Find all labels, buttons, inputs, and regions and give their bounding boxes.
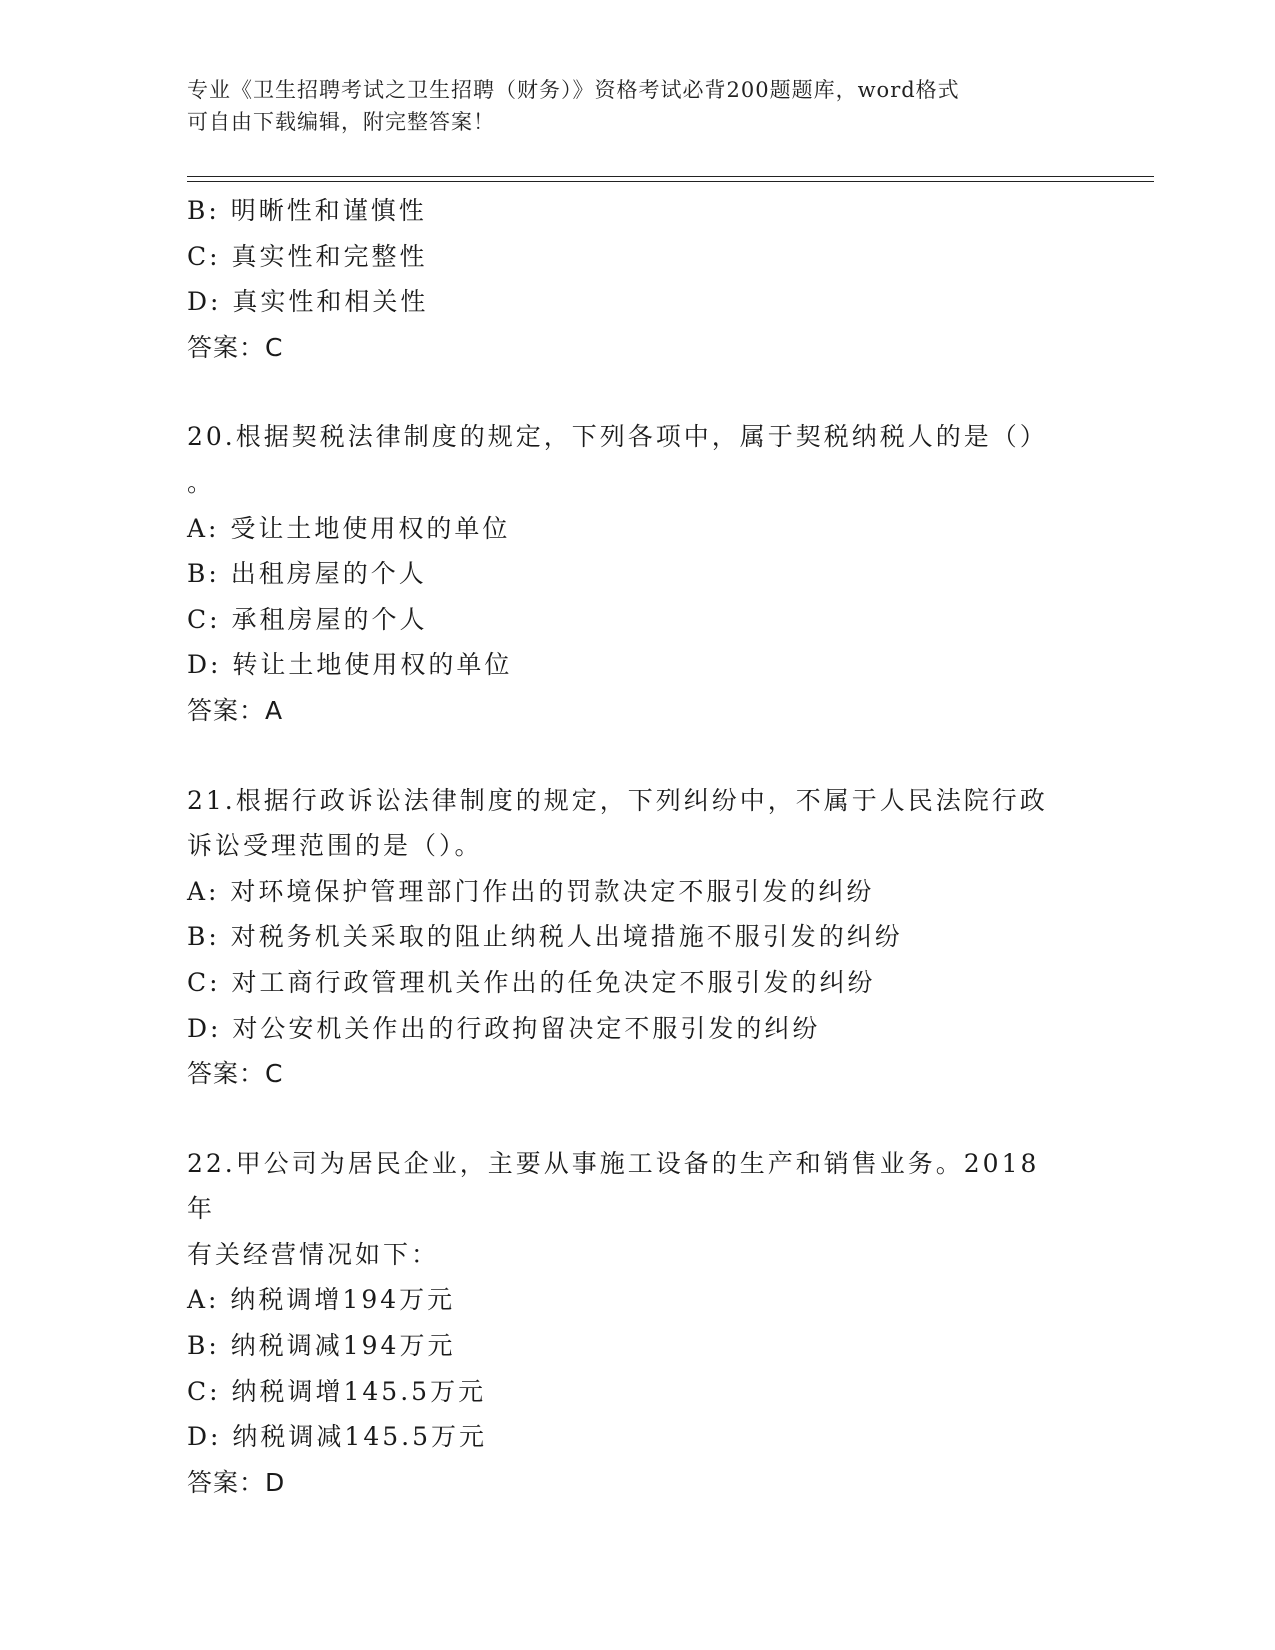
question-stem: 21.根据行政诉讼法律制度的规定，下列纠纷中，不属于人民法院行政 [187,785,1048,815]
answer-line: 答案：C [187,1059,284,1089]
question-20 [187,414,1087,733]
option-c: C: 对工商行政管理机关作出的任免决定不服引发的纠纷 [187,967,876,997]
question-19-tail [187,188,1087,370]
option-d: D: 对公安机关作出的行政拘留决定不服引发的纠纷 [187,1013,821,1043]
option-a: A: 对环境保护管理部门作出的罚款决定不服引发的纠纷 [187,876,875,906]
header-title-line-2: 可自由下载编辑，附完整答案！ [187,110,495,134]
option-c: C: 纳税调增145.5万元 [187,1376,487,1406]
document-header [187,74,1087,138]
spacer [187,370,1087,414]
option-a: A: 纳税调增194万元 [187,1285,456,1315]
question-stem: 22.甲公司为居民企业，主要从事施工设备的生产和销售业务。2018年 [187,1148,1040,1224]
spacer [187,1097,1087,1141]
option-b: B: 纳税调减194万元 [187,1331,456,1361]
option-c: C: 承租房屋的个人 [187,604,428,634]
option-b: B: 对税务机关采取的阻止纳税人出境措施不服引发的纠纷 [187,922,903,952]
question-stem-continued: 有关经营情况如下： [187,1239,440,1269]
header-title-line-1: 专业《卫生招聘考试之卫生招聘（财务）》资格考试必背200题题库，word格式 [187,78,960,102]
document-body [187,188,1087,1505]
option-d: D: 真实性和相关性 [187,287,429,317]
question-stem-continued: 。 [187,467,213,497]
spacer [187,734,1087,778]
option-a: A: 受让土地使用权的单位 [187,513,511,543]
question-22 [187,1141,1087,1506]
option-d: D: 转让土地使用权的单位 [187,650,513,680]
answer-line: 答案：D [187,1467,286,1497]
answer-line: 答案：C [187,332,284,362]
header-rule-bottom [187,181,1154,182]
question-21 [187,778,1087,1097]
option-c: C: 真实性和完整性 [187,241,428,271]
question-stem-continued: 诉讼受理范围的是（）。 [187,831,483,861]
question-stem: 20.根据契税法律制度的规定，下列各项中，属于契税纳税人的是（） [187,422,1048,452]
option-b: B: 出租房屋的个人 [187,559,427,589]
answer-line: 答案：A [187,695,284,725]
option-b: B: 明晰性和谨慎性 [187,196,427,225]
option-d: D: 纳税调减145.5万元 [187,1422,487,1452]
header-rule-top [187,176,1154,177]
